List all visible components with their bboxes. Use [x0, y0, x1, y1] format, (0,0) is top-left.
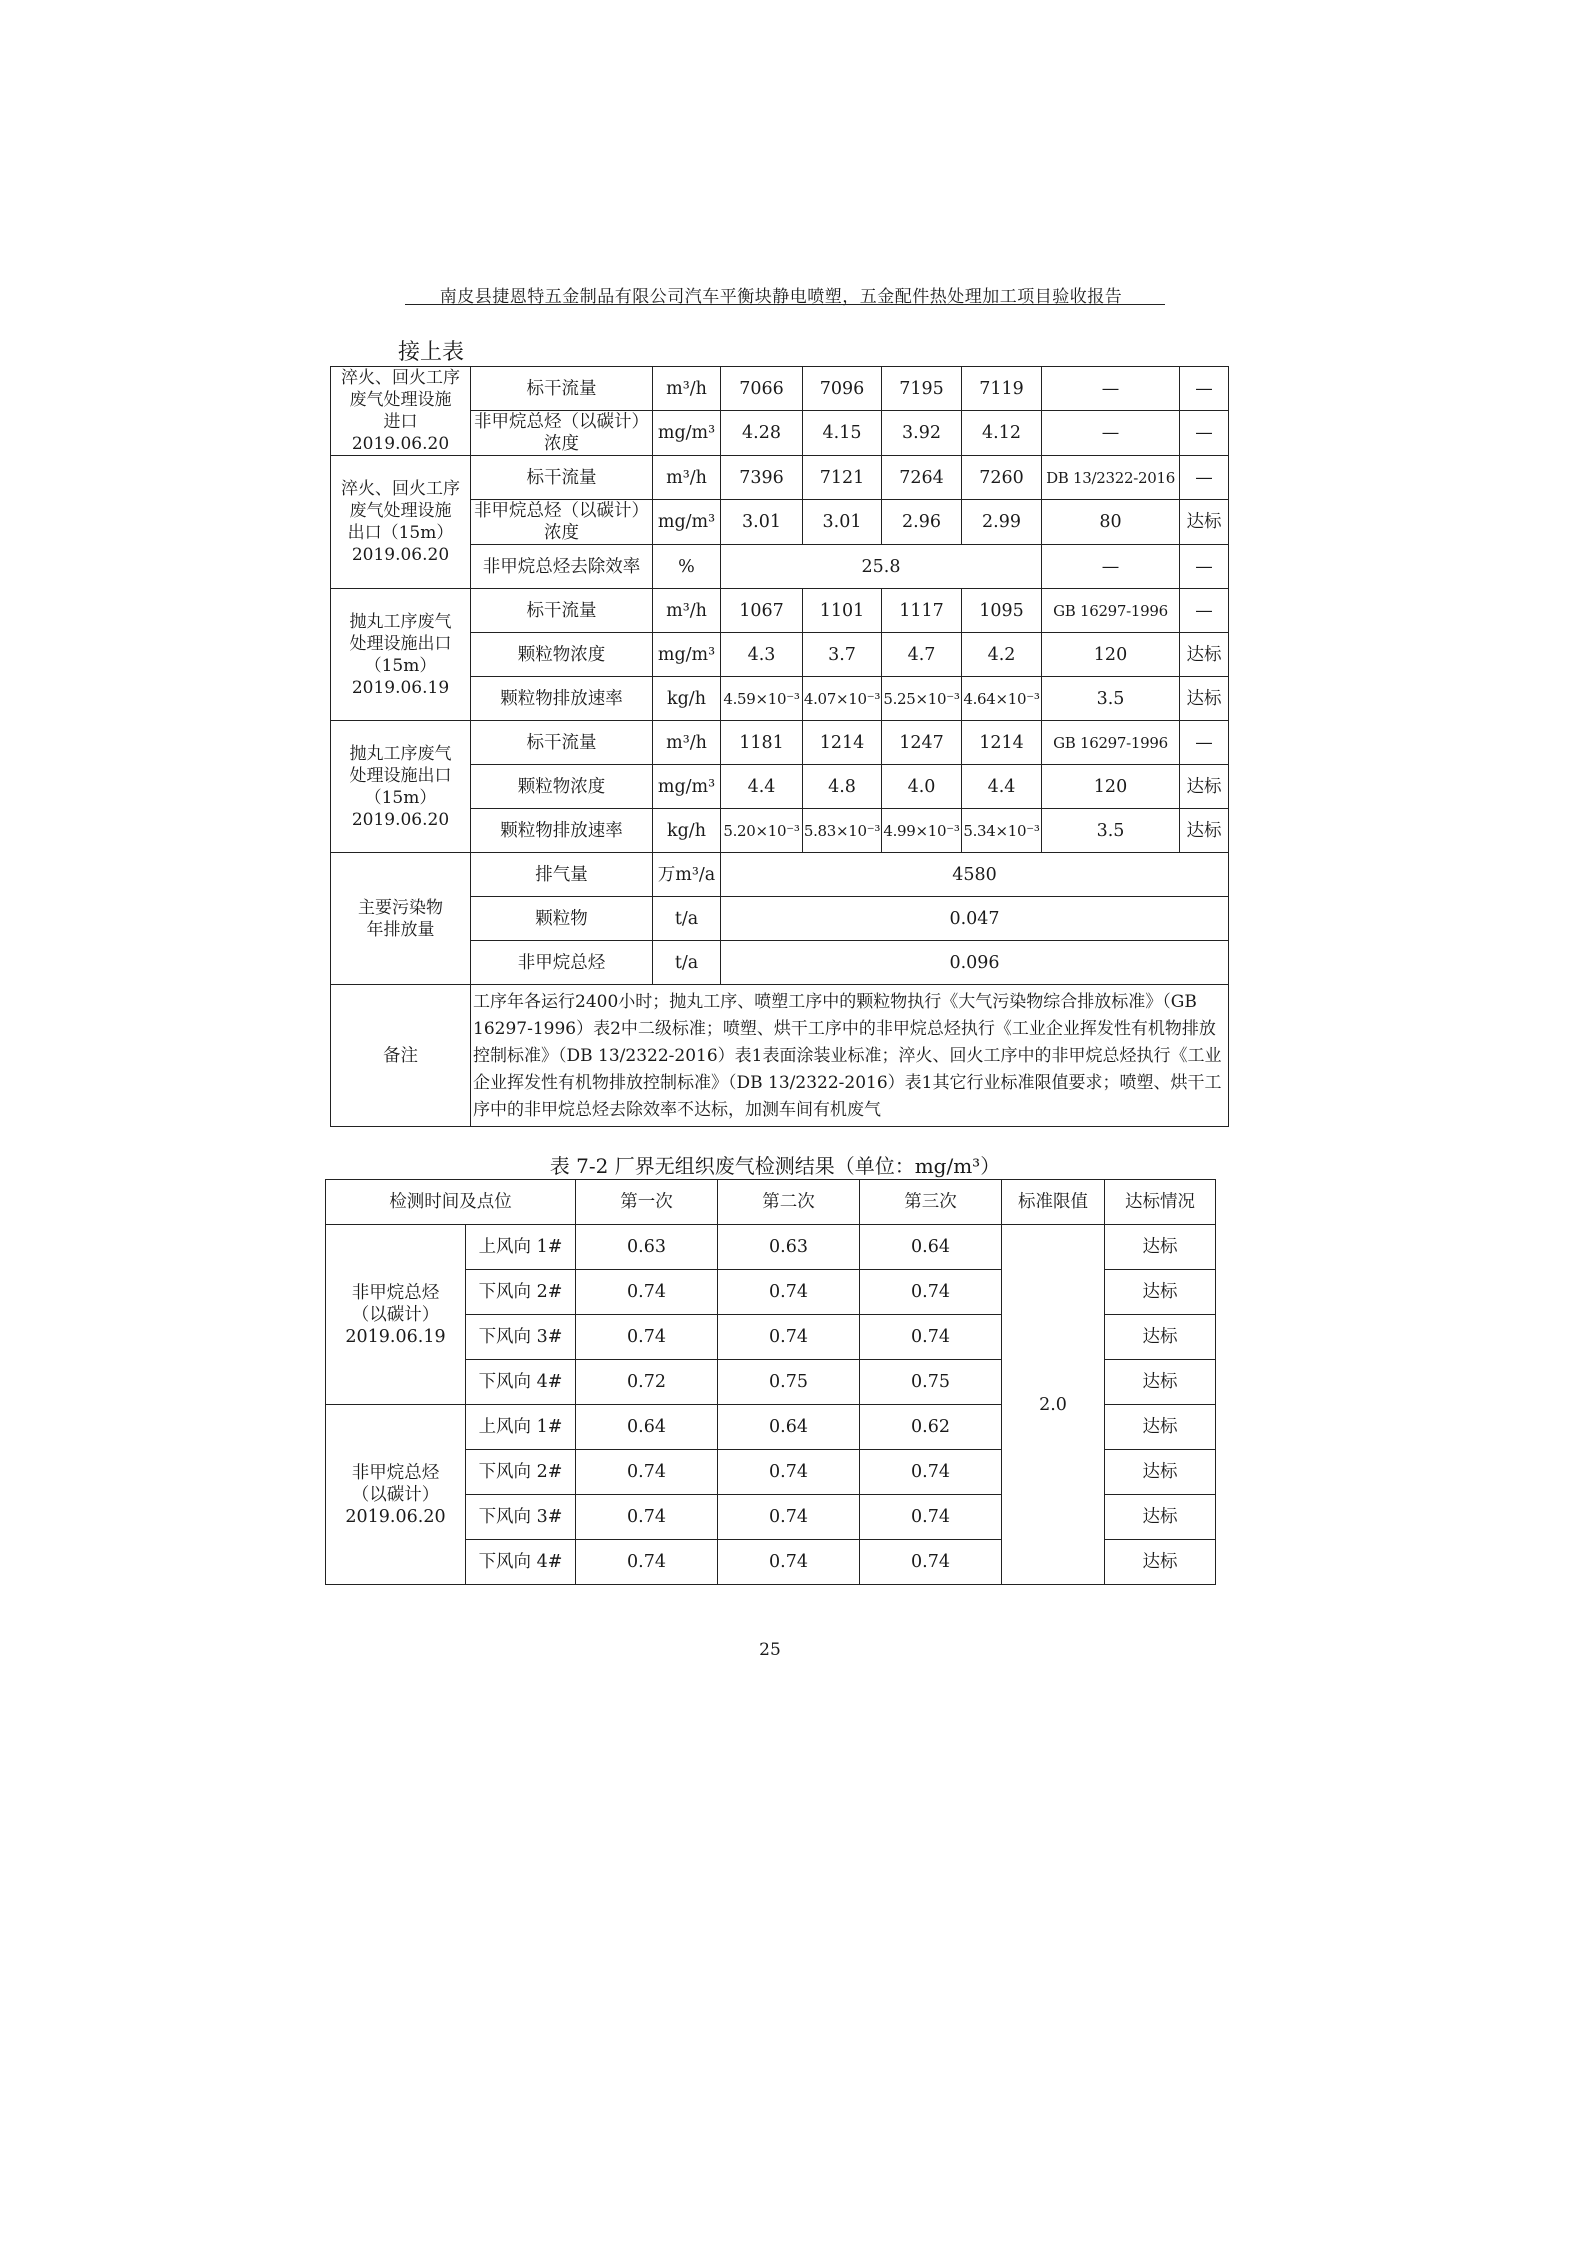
- unit-cell: m³/h: [653, 367, 721, 411]
- item-cell: 非甲烷总烃（以碳计）浓度: [471, 500, 653, 545]
- value-cell: 0.74: [718, 1540, 860, 1585]
- point-cell: 下风向 3#: [466, 1315, 576, 1360]
- value-cell: 4.15: [803, 411, 882, 456]
- table-row: [326, 1225, 1216, 1270]
- value-cell: 3.7: [803, 633, 882, 677]
- value-cell: 7121: [803, 456, 882, 500]
- point-cell: 下风向 2#: [466, 1450, 576, 1495]
- item-cell: 非甲烷总烃: [471, 941, 653, 985]
- value-cell: 2.96: [882, 500, 962, 545]
- standard-cell: 80: [1042, 500, 1180, 545]
- value-cell: 4.2: [962, 633, 1042, 677]
- value-cell: 0.63: [576, 1225, 718, 1270]
- value-cell: 1095: [962, 589, 1042, 633]
- item-cell: 标干流量: [471, 589, 653, 633]
- table-row: [331, 589, 1229, 633]
- point-cell: 下风向 4#: [466, 1540, 576, 1585]
- continued-label: 接上表: [398, 340, 465, 365]
- table-row: [331, 367, 1229, 411]
- column-header: 检测时间及点位: [326, 1180, 576, 1225]
- site-cell: 淬火、回火工序 废气处理设施 进口 2019.06.20: [331, 367, 471, 456]
- result-cell: 达标: [1105, 1495, 1216, 1540]
- value-cell: 5.25×10⁻³: [882, 677, 962, 721]
- result-cell: 达标: [1180, 677, 1229, 721]
- table-caption: 表 7-2 厂界无组织废气检测结果（单位：mg/m³）: [549, 1154, 1001, 1178]
- value-cell: 2.99: [962, 500, 1042, 545]
- item-cell: 颗粒物排放速率: [471, 677, 653, 721]
- value-cell: 0.74: [576, 1315, 718, 1360]
- value-cell: 1117: [882, 589, 962, 633]
- value-cell: 7195: [882, 367, 962, 411]
- result-cell: —: [1180, 721, 1229, 765]
- value-cell: 4.12: [962, 411, 1042, 456]
- value-cell: 0.74: [576, 1270, 718, 1315]
- unit-cell: kg/h: [653, 677, 721, 721]
- annual-value-cell: 0.096: [721, 941, 1229, 985]
- value-cell: 1101: [803, 589, 882, 633]
- item-cell: 颗粒物排放速率: [471, 809, 653, 853]
- unit-cell: mg/m³: [653, 500, 721, 545]
- value-cell: 7096: [803, 367, 882, 411]
- table-row: [331, 456, 1229, 500]
- result-cell: —: [1180, 589, 1229, 633]
- point-cell: 上风向 1#: [466, 1405, 576, 1450]
- table-row: [331, 721, 1229, 765]
- value-cell: 0.64: [576, 1405, 718, 1450]
- header-row: [326, 1180, 1216, 1225]
- unit-cell: m³/h: [653, 456, 721, 500]
- value-cell: 7260: [962, 456, 1042, 500]
- group-label-cell: 非甲烷总烃 （以碳计） 2019.06.20: [326, 1405, 466, 1585]
- result-cell: —: [1180, 411, 1229, 456]
- column-header: 达标情况: [1105, 1180, 1216, 1225]
- value-cell: 1067: [721, 589, 803, 633]
- standard-cell: —: [1042, 367, 1180, 411]
- fugitive-emission-table: [325, 1179, 1216, 1585]
- value-cell: 0.74: [718, 1495, 860, 1540]
- value-cell: 0.74: [860, 1450, 1002, 1495]
- emission-table: [330, 366, 1229, 1127]
- value-cell: 4.99×10⁻³: [882, 809, 962, 853]
- value-cell: 0.74: [860, 1540, 1002, 1585]
- item-cell: 颗粒物浓度: [471, 633, 653, 677]
- item-cell: 排气量: [471, 853, 653, 897]
- value-cell: 1214: [803, 721, 882, 765]
- result-cell: 达标: [1105, 1405, 1216, 1450]
- unit-cell: t/a: [653, 941, 721, 985]
- value-cell: 4.64×10⁻³: [962, 677, 1042, 721]
- unit-cell: m³/h: [653, 721, 721, 765]
- merged-value-cell: 25.8: [721, 545, 1042, 589]
- value-cell: 0.64: [718, 1405, 860, 1450]
- item-cell: 非甲烷总烃去除效率: [471, 545, 653, 589]
- value-cell: 7119: [962, 367, 1042, 411]
- value-cell: 0.62: [860, 1405, 1002, 1450]
- remark-row: [331, 985, 1229, 1127]
- column-header: 第二次: [718, 1180, 860, 1225]
- standard-cell: 120: [1042, 633, 1180, 677]
- result-cell: 达标: [1105, 1315, 1216, 1360]
- value-cell: 0.74: [576, 1450, 718, 1495]
- unit-cell: mg/m³: [653, 633, 721, 677]
- unit-cell: m³/h: [653, 589, 721, 633]
- value-cell: 4.4: [962, 765, 1042, 809]
- value-cell: 4.3: [721, 633, 803, 677]
- column-header: 第一次: [576, 1180, 718, 1225]
- value-cell: 5.20×10⁻³: [721, 809, 803, 853]
- result-cell: 达标: [1105, 1360, 1216, 1405]
- header-rule: [405, 304, 1165, 305]
- value-cell: 0.63: [718, 1225, 860, 1270]
- standard-cell: GB 16297-1996: [1042, 589, 1180, 633]
- unit-cell: mg/m³: [653, 411, 721, 456]
- result-cell: —: [1180, 456, 1229, 500]
- value-cell: 4.07×10⁻³: [803, 677, 882, 721]
- value-cell: 7066: [721, 367, 803, 411]
- value-cell: 3.01: [803, 500, 882, 545]
- page-header: 南皮县捷恩特五金制品有限公司汽车平衡块静电喷塑，五金配件热处理加工项目验收报告: [439, 287, 1123, 307]
- remark-label: 备注: [331, 985, 471, 1127]
- site-cell: 淬火、回火工序 废气处理设施 出口（15m） 2019.06.20: [331, 456, 471, 589]
- point-cell: 下风向 2#: [466, 1270, 576, 1315]
- limit-cell: 2.0: [1002, 1225, 1105, 1585]
- value-cell: 3.92: [882, 411, 962, 456]
- value-cell: 4.8: [803, 765, 882, 809]
- value-cell: 0.75: [718, 1360, 860, 1405]
- standard-cell: —: [1042, 545, 1180, 589]
- value-cell: 4.0: [882, 765, 962, 809]
- point-cell: 下风向 3#: [466, 1495, 576, 1540]
- group-label-cell: 非甲烷总烃 （以碳计） 2019.06.19: [326, 1225, 466, 1405]
- result-cell: 达标: [1180, 809, 1229, 853]
- item-cell: 标干流量: [471, 721, 653, 765]
- result-cell: —: [1180, 367, 1229, 411]
- value-cell: 0.72: [576, 1360, 718, 1405]
- unit-cell: kg/h: [653, 809, 721, 853]
- standard-cell: —: [1042, 411, 1180, 456]
- value-cell: 0.74: [576, 1540, 718, 1585]
- value-cell: 0.74: [718, 1270, 860, 1315]
- value-cell: 0.64: [860, 1225, 1002, 1270]
- unit-cell: %: [653, 545, 721, 589]
- standard-cell: 3.5: [1042, 677, 1180, 721]
- point-cell: 上风向 1#: [466, 1225, 576, 1270]
- table-row: [331, 853, 1229, 897]
- value-cell: 5.83×10⁻³: [803, 809, 882, 853]
- remark-text: 工序年各运行2400小时；抛丸工序、喷塑工序中的颗粒物执行《大气污染物综合排放标准》（GB 16297-1996）表2中二级标准；喷塑、烘干工序中的非甲烷总烃执行《工业企业挥发性有机物排放控制标准》（DB 13/2322-2016）表1表面涂装业标准；淬火、回火工序中的非甲烷总烃执行《工业企业挥发性有机物排放控制标准》（DB 13/2322-2016）表1其它行业标准限值要求；喷塑、烘干工序中的非甲烷总烃去除效率不达标，加测车间有机废气: [471, 985, 1229, 1127]
- value-cell: 7264: [882, 456, 962, 500]
- result-cell: 达标: [1180, 500, 1229, 545]
- value-cell: 3.01: [721, 500, 803, 545]
- standard-cell: 3.5: [1042, 809, 1180, 853]
- item-cell: 非甲烷总烃（以碳计）浓度: [471, 411, 653, 456]
- value-cell: 0.74: [718, 1315, 860, 1360]
- value-cell: 1181: [721, 721, 803, 765]
- value-cell: 4.7: [882, 633, 962, 677]
- value-cell: 1247: [882, 721, 962, 765]
- value-cell: 5.34×10⁻³: [962, 809, 1042, 853]
- item-cell: 颗粒物浓度: [471, 765, 653, 809]
- standard-cell: 120: [1042, 765, 1180, 809]
- result-cell: 达标: [1180, 633, 1229, 677]
- annual-label-cell: 主要污染物 年排放量: [331, 853, 471, 985]
- page-number: 25: [759, 1640, 781, 1660]
- column-header: 第三次: [860, 1180, 1002, 1225]
- point-cell: 下风向 4#: [466, 1360, 576, 1405]
- result-cell: —: [1180, 545, 1229, 589]
- standard-cell: GB 16297-1996: [1042, 721, 1180, 765]
- item-cell: 标干流量: [471, 456, 653, 500]
- unit-cell: mg/m³: [653, 765, 721, 809]
- result-cell: 达标: [1180, 765, 1229, 809]
- value-cell: 0.74: [718, 1450, 860, 1495]
- result-cell: 达标: [1105, 1450, 1216, 1495]
- site-cell: 抛丸工序废气 处理设施出口 （15m） 2019.06.20: [331, 721, 471, 853]
- result-cell: 达标: [1105, 1540, 1216, 1585]
- item-cell: 颗粒物: [471, 897, 653, 941]
- value-cell: 4.4: [721, 765, 803, 809]
- site-cell: 抛丸工序废气 处理设施出口 （15m） 2019.06.19: [331, 589, 471, 721]
- annual-value-cell: 0.047: [721, 897, 1229, 941]
- value-cell: 7396: [721, 456, 803, 500]
- value-cell: 0.74: [860, 1315, 1002, 1360]
- value-cell: 4.28: [721, 411, 803, 456]
- unit-cell: 万m³/a: [653, 853, 721, 897]
- value-cell: 0.74: [860, 1270, 1002, 1315]
- value-cell: 0.74: [576, 1495, 718, 1540]
- value-cell: 1214: [962, 721, 1042, 765]
- value-cell: 0.74: [860, 1495, 1002, 1540]
- result-cell: 达标: [1105, 1270, 1216, 1315]
- result-cell: 达标: [1105, 1225, 1216, 1270]
- annual-value-cell: 4580: [721, 853, 1229, 897]
- standard-cell: DB 13/2322-2016: [1042, 456, 1180, 500]
- item-cell: 标干流量: [471, 367, 653, 411]
- value-cell: 4.59×10⁻³: [721, 677, 803, 721]
- unit-cell: t/a: [653, 897, 721, 941]
- column-header: 标准限值: [1002, 1180, 1105, 1225]
- value-cell: 0.75: [860, 1360, 1002, 1405]
